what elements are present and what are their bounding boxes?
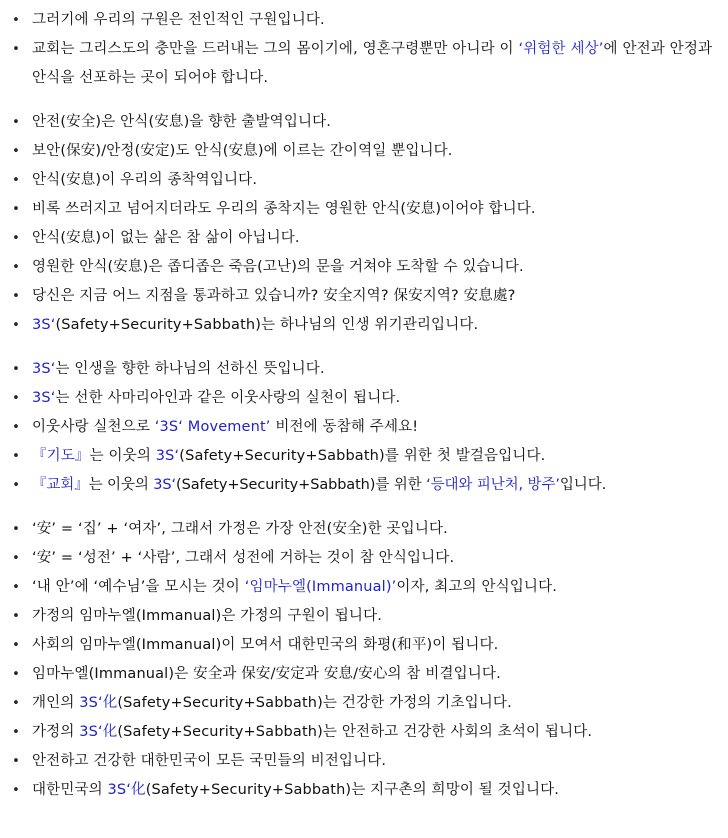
highlighted-text: 『기도』: [32, 448, 90, 464]
highlighted-text: 3S‘: [32, 390, 56, 406]
bullet-item: [0, 137, 728, 166]
bullet-icon: •: [12, 173, 20, 188]
bullet-group-2: [0, 108, 728, 340]
bullet-icon: •: [12, 580, 20, 595]
item-text: (Safety+Security+Sabbath)를 위한: [176, 477, 427, 493]
item-text: 이웃사랑 실천으로: [32, 419, 155, 435]
bullet-item: [0, 224, 728, 253]
bullet-group-4: [0, 515, 728, 805]
bullet-item: [0, 6, 728, 35]
highlighted-text: 3S‘化: [79, 724, 118, 740]
highlighted-text: ‘등대와 피난처, 방주’: [426, 477, 560, 493]
bullet-item: [0, 355, 728, 384]
item-text: 그러기에 우리의 구원은 전인적인 구원입니다.: [32, 12, 325, 28]
bullet-icon: •: [12, 289, 20, 304]
bullet-icon: •: [12, 391, 20, 406]
bullet-item: [0, 108, 728, 137]
item-text: 임마누엘(Immanual)은 安全과 保安/安定과 安息/安心의 참 비결입니다.: [32, 666, 501, 682]
bullet-icon: •: [12, 362, 20, 377]
item-text: 비전에 동참해 주세요!: [270, 419, 419, 435]
item-text: 안식(安息)이 없는 삶은 참 삶이 아닙니다.: [32, 230, 300, 246]
item-text: 개인의: [32, 695, 80, 711]
bullet-icon: •: [12, 638, 20, 653]
bullet-icon: •: [12, 115, 20, 130]
bullet-icon: •: [12, 609, 20, 624]
highlighted-text: ‘위험한 세상’: [518, 41, 604, 57]
item-text: 보안(保安)/안정(安定)도 안식(安息)에 이르는 간이역일 뿐입니다.: [32, 143, 453, 159]
highlighted-text: 3S‘: [32, 361, 56, 377]
bullet-group-3: [0, 355, 728, 500]
item-text: (Safety+Security+Sabbath)는 건강한 가정의 기초입니다.: [117, 695, 512, 711]
bullet-item: [0, 544, 728, 573]
bullet-icon: •: [12, 783, 20, 798]
bullet-icon: •: [12, 725, 20, 740]
bullet-item: [0, 413, 728, 442]
item-text: 는 선한 사마리아인과 같은 이웃사랑의 실천이 됩니다.: [55, 390, 401, 406]
bullet-item: [0, 311, 728, 340]
highlighted-text: ‘임마누엘(Immanual)’: [244, 579, 397, 595]
bullet-item: [0, 35, 728, 93]
highlighted-text: 3S‘: [155, 448, 180, 464]
item-text: 가정의: [32, 724, 80, 740]
item-text: (Safety+Security+Sabbath)는 하나님의 인생 위기관리입니다.: [55, 317, 479, 333]
bullet-icon: •: [12, 260, 20, 275]
item-text: 사회의 임마누엘(Immanual)이 모여서 대한민국의 화평(和平)이 됩니다.: [32, 637, 499, 653]
item-text: ‘내 안’에 ‘예수님’을 모시는 것이: [32, 579, 245, 595]
item-text: 가정의 임마누엘(Immanual)은 가정의 구원이 됩니다.: [32, 608, 382, 624]
item-text: 는 인생을 향한 하나님의 선하신 뜻입니다.: [55, 361, 325, 377]
item-text: (Safety+Security+Sabbath)는 안전하고 건강한 사회의 초석이 됩니다.: [117, 724, 593, 740]
item-text: 영원한 안식(安息)은 좁디좁은 죽음(고난)의 문을 거쳐야 도착할 수 있습니다.: [32, 259, 524, 275]
bullet-icon: •: [12, 449, 20, 464]
item-text: 안식(安息)이 우리의 종착역입니다.: [32, 172, 258, 188]
item-text: ‘安’ = ‘집’ + ‘여자’, 그래서 가정은 가장 안전(安全)한 곳입니다.: [32, 521, 448, 537]
bullet-item: [0, 195, 728, 224]
bullet-item: [0, 747, 728, 776]
item-text: 교회는 그리스도의 충만을 드러내는 그의 몸이기에, 영혼구령뿐만 아니라 이: [32, 41, 519, 57]
bullet-icon: •: [12, 478, 20, 493]
bullet-icon: •: [12, 318, 20, 333]
bullet-item: [0, 602, 728, 631]
bullet-item: [0, 689, 728, 718]
bullet-icon: •: [12, 42, 20, 57]
highlighted-text: 『교회』: [32, 477, 89, 493]
bullet-item: [0, 442, 728, 471]
item-text: 비록 쓰러지고 넘어지더라도 우리의 종착지는 영원한 안식(安息)이어야 합니다.: [32, 201, 536, 217]
item-text: 입니다.: [559, 477, 607, 493]
bullet-item: [0, 776, 728, 805]
bullet-item: [0, 471, 728, 500]
item-text: 안전하고 건강한 대한민국이 모든 국민들의 비전입니다.: [32, 753, 387, 769]
bullet-icon: •: [12, 202, 20, 217]
bullet-icon: •: [12, 754, 20, 769]
item-text: 대한민국의: [32, 782, 108, 798]
item-text: 이자, 최고의 안식입니다.: [396, 579, 557, 595]
item-text: 당신은 지금 어느 지점을 통과하고 있습니까? 安全지역? 保安지역? 安息處?: [32, 288, 516, 304]
bullet-icon: •: [12, 420, 20, 435]
item-text: 는 이웃의: [89, 448, 156, 464]
highlighted-text: 3S‘: [153, 477, 177, 493]
bullet-icon: •: [12, 551, 20, 566]
item-text: (Safety+Security+Sabbath)를 위한 첫 발걸음입니다.: [179, 448, 546, 464]
highlighted-text: 3S‘化: [79, 695, 118, 711]
item-text: 안전(安全)은 안식(安息)을 향한 출발역입니다.: [32, 114, 332, 130]
bullet-group-1: [0, 6, 728, 93]
bullet-item: [0, 631, 728, 660]
item-text: (Safety+Security+Sabbath)는 지구촌의 희망이 될 것입니다.: [145, 782, 560, 798]
item-text: 는 이웃의: [88, 477, 154, 493]
bullet-icon: •: [12, 696, 20, 711]
highlighted-text: ‘3S‘ Movement’: [154, 419, 271, 435]
highlighted-text: 3S‘: [32, 317, 56, 333]
item-text: ‘安’ = ‘성전’ + ‘사람’, 그래서 성전에 거하는 것이 참 안식입니다.: [32, 550, 455, 566]
bullet-item: [0, 660, 728, 689]
document-body: [0, 6, 728, 805]
bullet-icon: •: [12, 144, 20, 159]
highlighted-text: 3S‘化: [107, 782, 146, 798]
bullet-item: [0, 515, 728, 544]
bullet-item: [0, 573, 728, 602]
bullet-item: [0, 253, 728, 282]
bullet-icon: •: [12, 522, 20, 537]
bullet-item: [0, 718, 728, 747]
bullet-item: [0, 282, 728, 311]
bullet-item: [0, 384, 728, 413]
bullet-icon: •: [12, 13, 20, 28]
bullet-icon: •: [12, 667, 20, 682]
item-text: 에 안전과 안정과 안식을 선포하는 곳이 되어야 합니다.: [32, 41, 713, 86]
bullet-icon: •: [12, 231, 20, 246]
bullet-item: [0, 166, 728, 195]
